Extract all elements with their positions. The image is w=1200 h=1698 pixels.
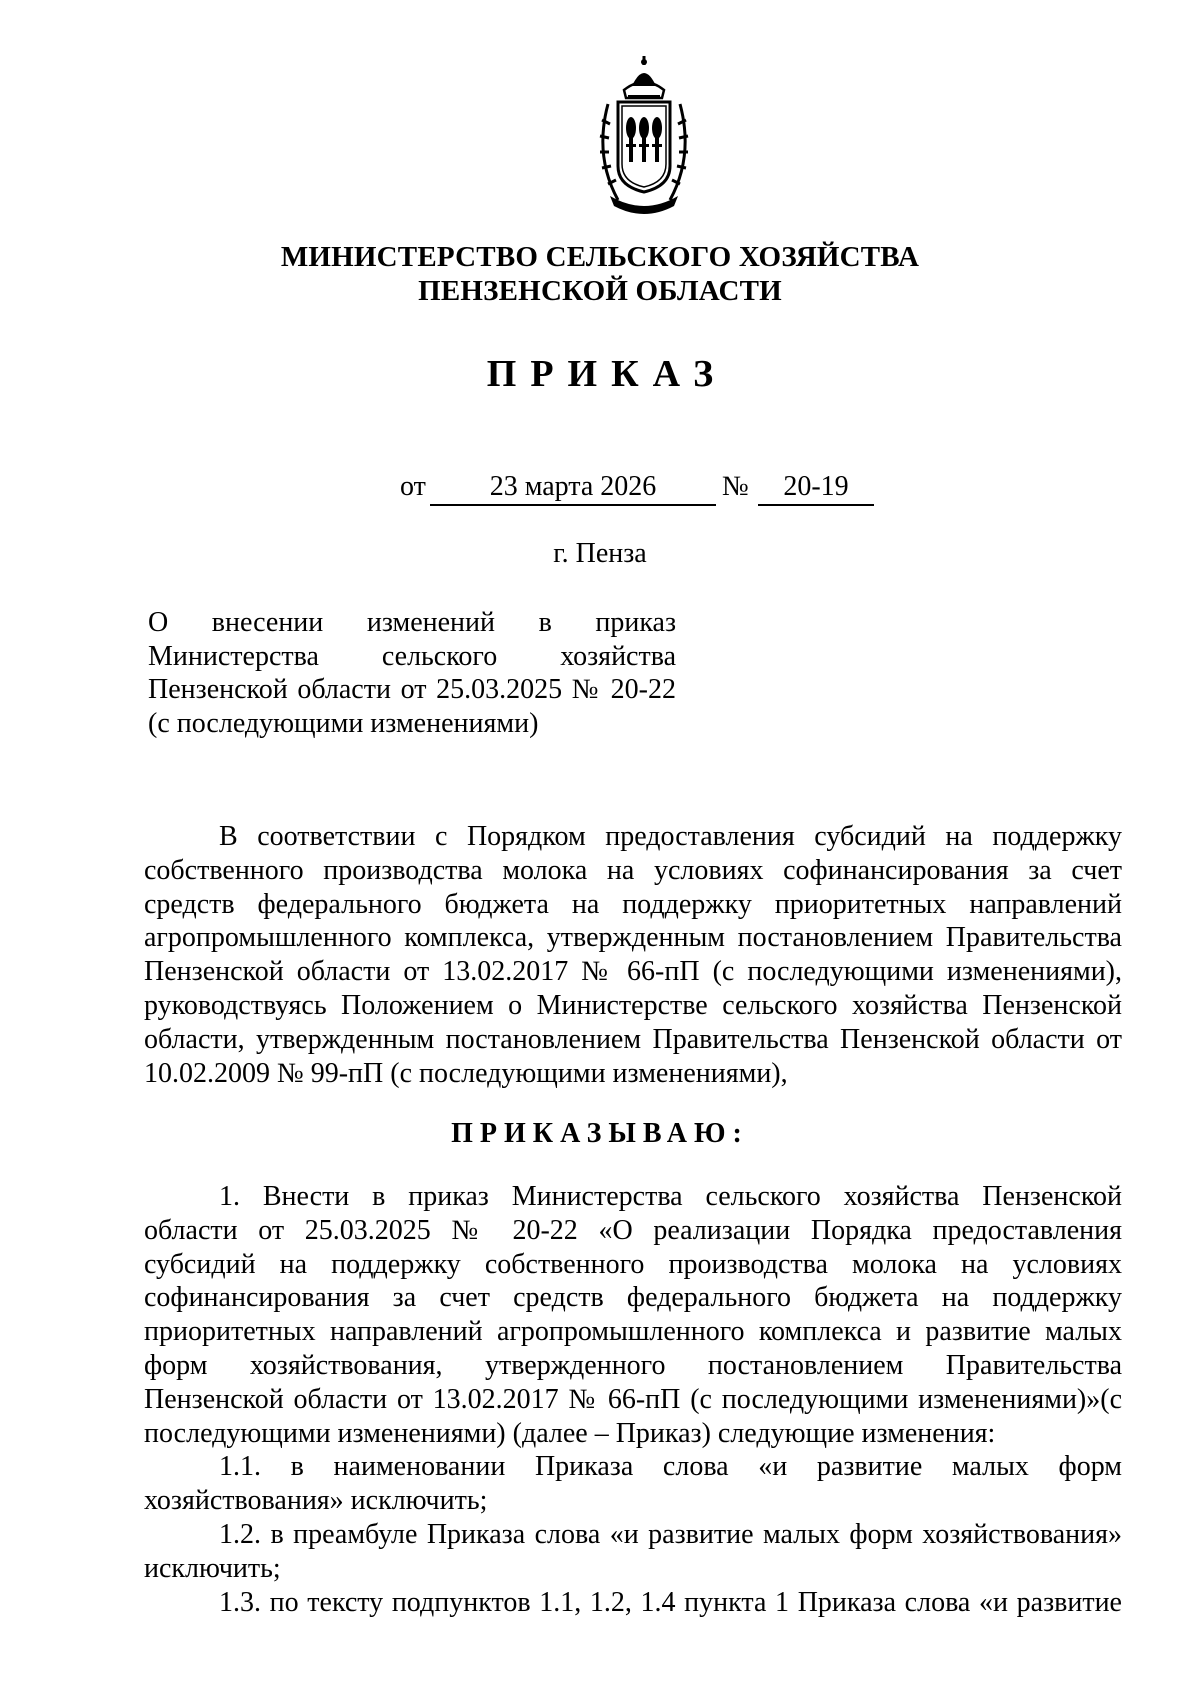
item-line: 1. Внести в приказ Министерства сельского хозяйства Пензенской <box>219 1181 1122 1212</box>
item-line: приоритетных направлений агропромышленного комплекса и развитие малых <box>144 1316 1122 1348</box>
paragraph-line: области, утвержденным постановлением Правительства Пензенской области от <box>144 1023 1122 1055</box>
item-line: области от 25.03.2025 № 20-22 «О реализации Порядка предоставления <box>144 1214 1122 1246</box>
item-line: 1.1. в наименовании Приказа слова «и развитие малых форм <box>219 1451 1122 1483</box>
paragraph-line: 10.02.2009 № 99-пП (с последующими изменениями), <box>144 1057 788 1089</box>
paragraph-line: В соответствии с Порядком предоставления субсидий на поддержку <box>219 821 1122 852</box>
paragraph-line: агропромышленного комплекса, утвержденным постановлением Правительства <box>144 922 1122 954</box>
coat-of-arms-icon <box>588 56 700 216</box>
subject-line: (с последующими изменениями) <box>148 707 539 739</box>
document-number: 20-19 <box>758 470 874 506</box>
document-type-title: ПРИКАЗ <box>486 353 728 395</box>
date-prefix: от <box>400 471 426 502</box>
preamble-paragraph <box>144 820 1122 1090</box>
paragraph-line: Пензенской области от 13.02.2017 № 66-пП (с последующими изменениями), <box>144 956 1122 988</box>
document-date: 23 марта 2026 <box>430 470 716 506</box>
item-line: Пензенской области от 13.02.2017 № 66-пП (с последующими изменениями)»(с <box>144 1383 1122 1415</box>
paragraph-line: руководствуясь Положением о Министерстве сельского хозяйства Пензенской <box>144 989 1122 1021</box>
item-line: софинансирования за счет средств федерального бюджета на поддержку <box>144 1282 1122 1314</box>
number-prefix: № <box>722 471 749 502</box>
city-name: г. Пенза <box>553 538 647 569</box>
item-line: 1.3. по тексту подпунктов 1.1, 1.2, 1.4 пункта 1 Приказа слова «и развитие <box>219 1586 1122 1618</box>
order-word-heading: ПРИКАЗЫВАЮ: <box>451 1118 749 1149</box>
order-items <box>144 1180 1122 1619</box>
ministry-name-line1: МИНИСТЕРСТВО СЕЛЬСКОГО ХОЗЯЙСТВА <box>280 241 920 273</box>
item-line: последующими изменениями) (далее – Приказ) следующие изменения: <box>144 1417 996 1449</box>
subject-line: Министерства сельского хозяйства <box>148 640 676 672</box>
subject-heading <box>148 606 676 740</box>
subject-line: Пензенской области от 25.03.2025 № 20-22 <box>148 674 676 705</box>
item-line: 1.2. в преамбуле Приказа слова «и развитие малых форм хозяйствования» <box>219 1518 1122 1550</box>
paragraph-line: собственного производства молока на условиях софинансирования за счет <box>144 854 1122 886</box>
subject-line: О внесении изменений в приказ <box>148 607 676 638</box>
item-line: хозяйствования» исключить; <box>144 1485 488 1517</box>
item-line: исключить; <box>144 1552 281 1584</box>
item-line: форм хозяйствования, утвержденного постановлением Правительства <box>144 1349 1122 1381</box>
ministry-name-line2: ПЕНЗЕНСКОЙ ОБЛАСТИ <box>418 275 782 307</box>
paragraph-line: средств федерального бюджета на поддержку приоритетных направлений <box>144 888 1122 920</box>
item-line: субсидий на поддержку собственного производства молока на условиях <box>144 1248 1122 1280</box>
